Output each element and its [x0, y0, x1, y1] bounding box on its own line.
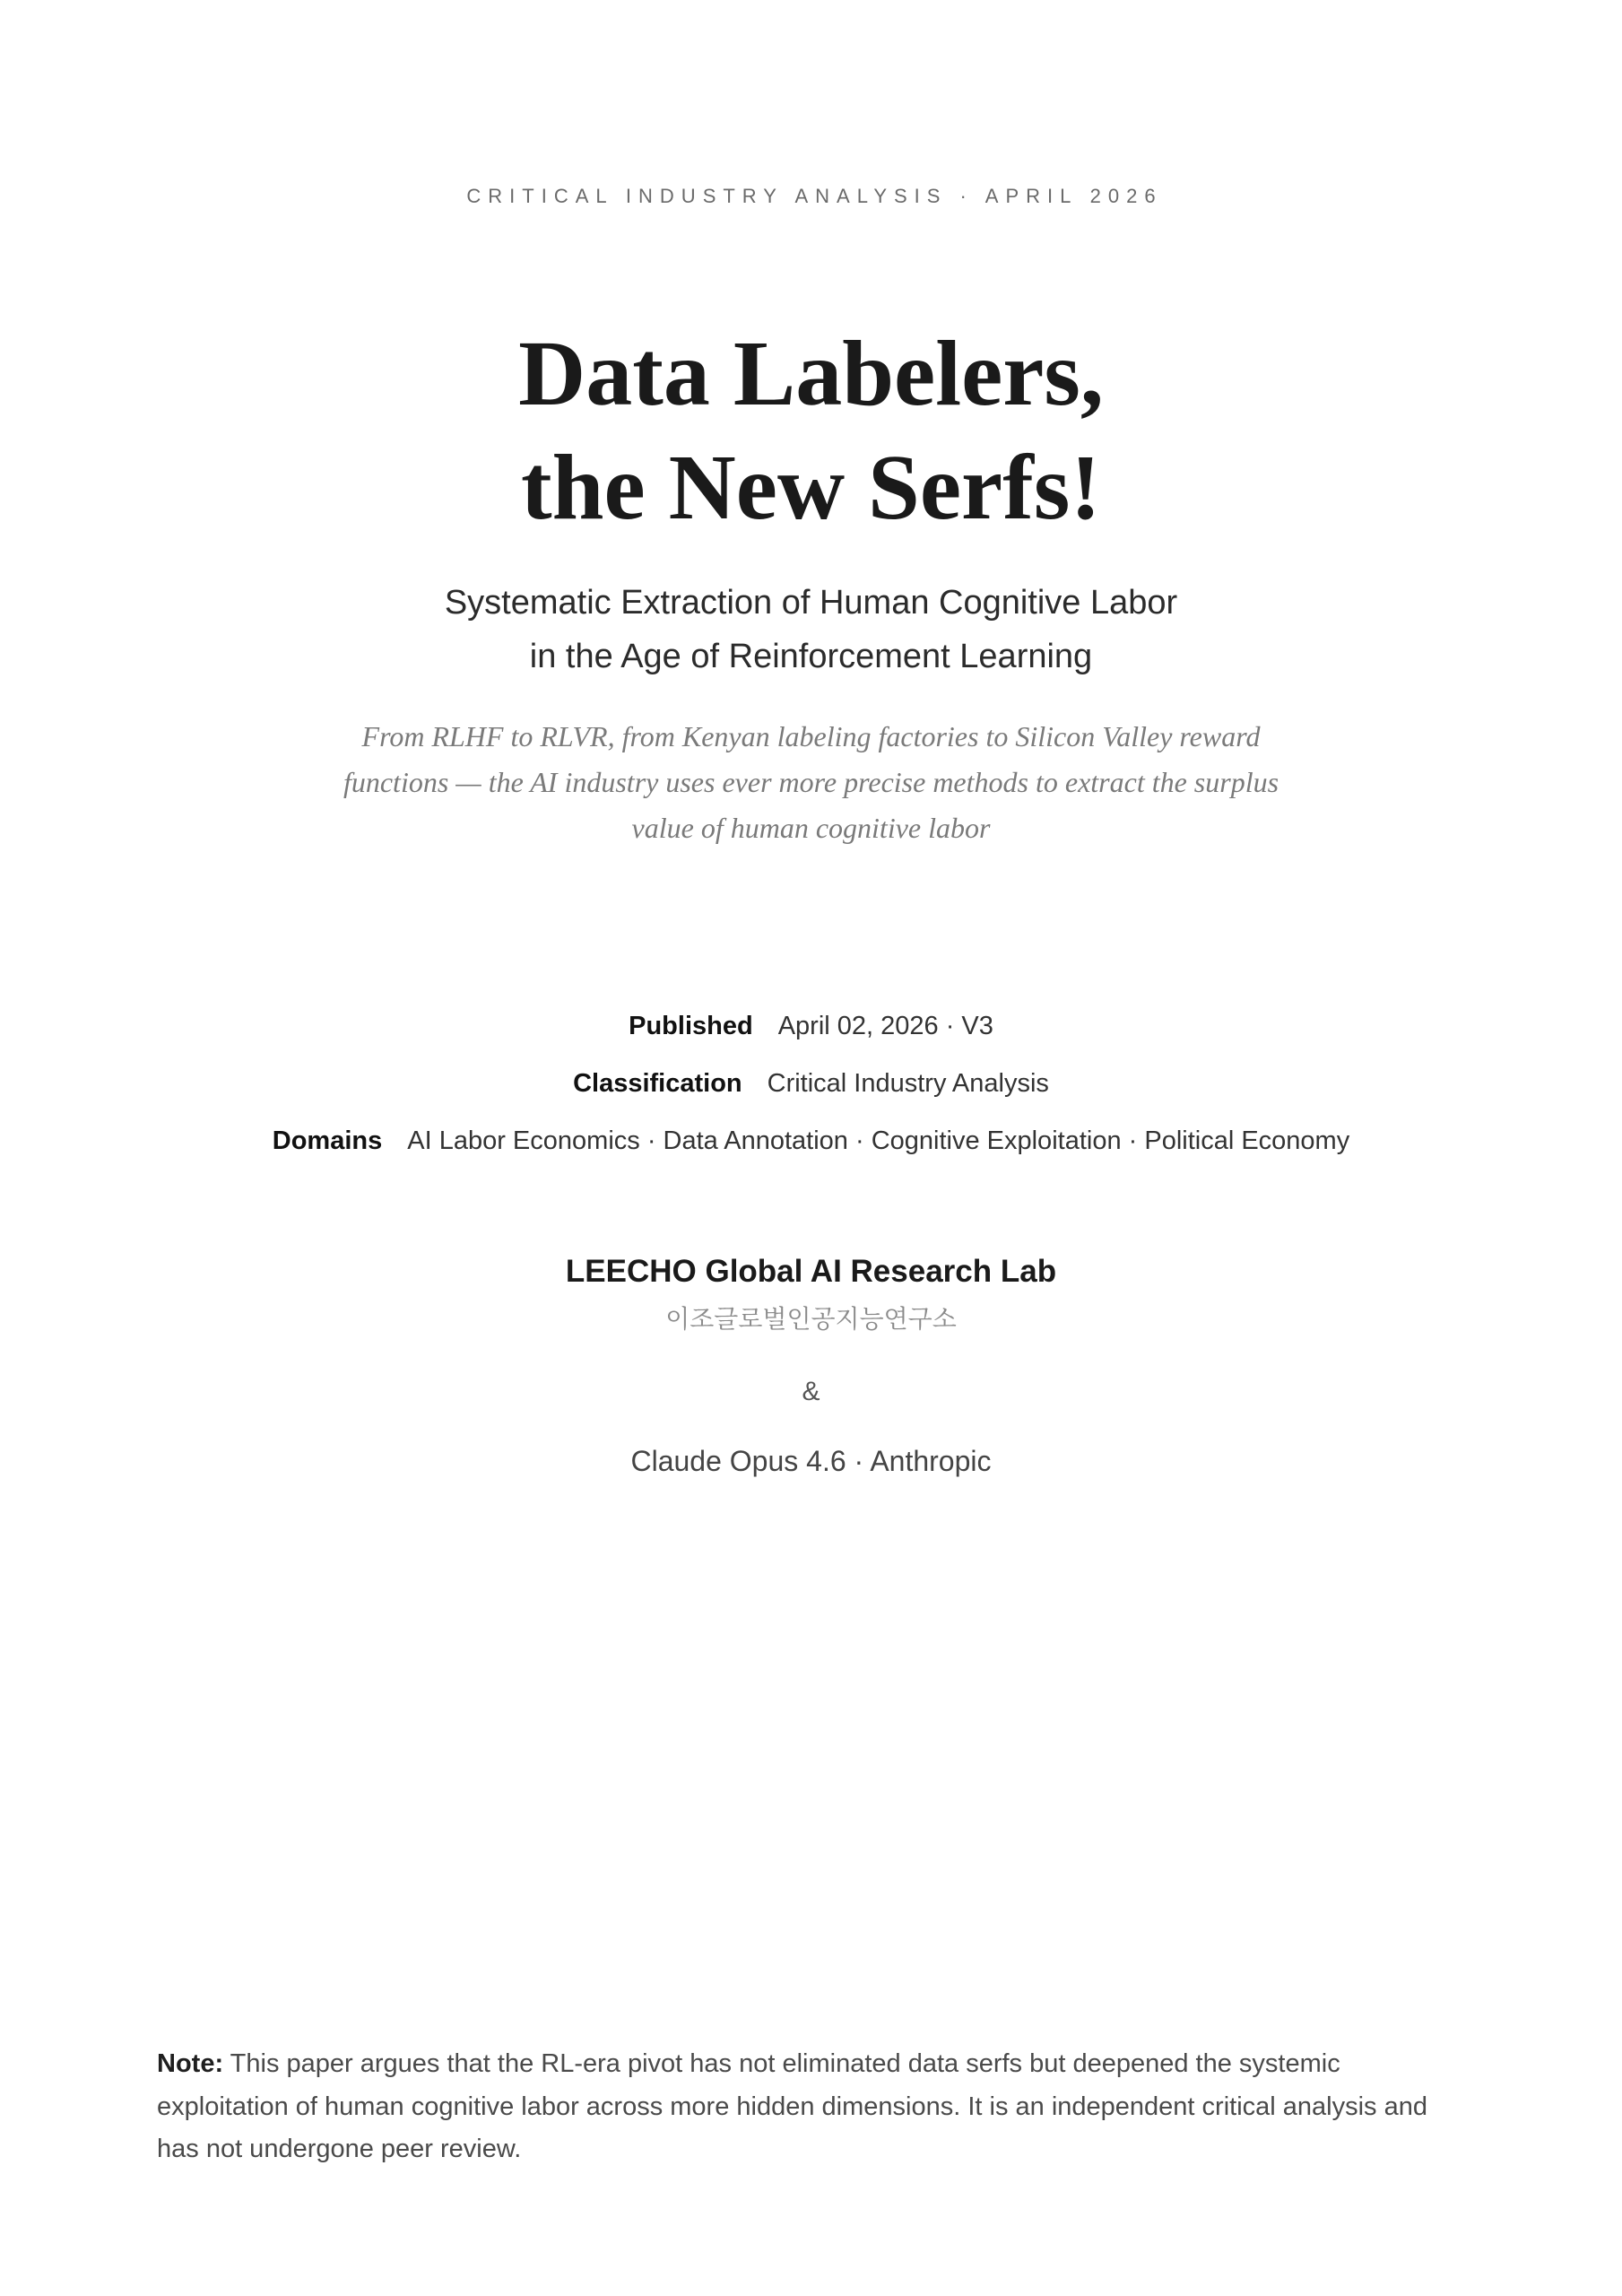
author-collaborator: Claude Opus 4.6 · Anthropic	[630, 1445, 992, 1477]
metadata-value: April 02, 2026 · V3	[777, 1012, 993, 1040]
paper-summary-blurb	[0, 714, 1622, 851]
metadata-label: Domains	[272, 1126, 383, 1155]
metadata-published	[0, 1008, 1622, 1044]
metadata-label: Published	[629, 1012, 753, 1040]
paper-title	[0, 317, 1622, 544]
metadata-value: Critical Industry Analysis	[767, 1069, 1049, 1098]
paper-subtitle-line-2: in the Age of Reinforcement Learning	[529, 638, 1093, 675]
disclaimer-note	[157, 2043, 1453, 2171]
note-label: Note:	[157, 2049, 224, 2078]
paper-title-line-2: the New Serfs!	[521, 436, 1101, 539]
summary-line-1: From RLHF to RLVR, from Kenyan labeling factories to Silicon Valley reward	[361, 720, 1261, 752]
paper-title-line-1: Data Labelers,	[518, 322, 1104, 425]
metadata-classification	[0, 1065, 1622, 1101]
paper-subtitle-line-1: Systematic Extraction of Human Cognitive Labor	[444, 584, 1178, 622]
metadata-value: AI Labor Economics · Data Annotation · Cognitive Exploitation · Political Economy	[407, 1126, 1350, 1155]
metadata-domains	[0, 1123, 1622, 1159]
author-lab-name: LEECHO Global AI Research Lab	[565, 1254, 1057, 1289]
metadata-label: Classification	[573, 1069, 742, 1098]
paper-subtitle	[0, 576, 1622, 683]
summary-line-2: functions — the AI industry uses ever more precise methods to extract the surplus	[343, 766, 1279, 798]
note-text: This paper argues that the RL-era pivot has not eliminated data serfs but deepened the systemic exploitation of human cognitive labor across more hidden dimensions. It is an independent critical analysis and has not undergone peer review.	[157, 2049, 1427, 2163]
author-lab-name-korean: 이조글로벌인공지능연구소	[665, 1304, 957, 1334]
series-kicker: CRITICAL INDUSTRY ANALYSIS · APRIL 2026	[466, 185, 1163, 207]
author-conjunction: &	[802, 1377, 820, 1406]
summary-line-3: value of human cognitive labor	[631, 812, 991, 844]
